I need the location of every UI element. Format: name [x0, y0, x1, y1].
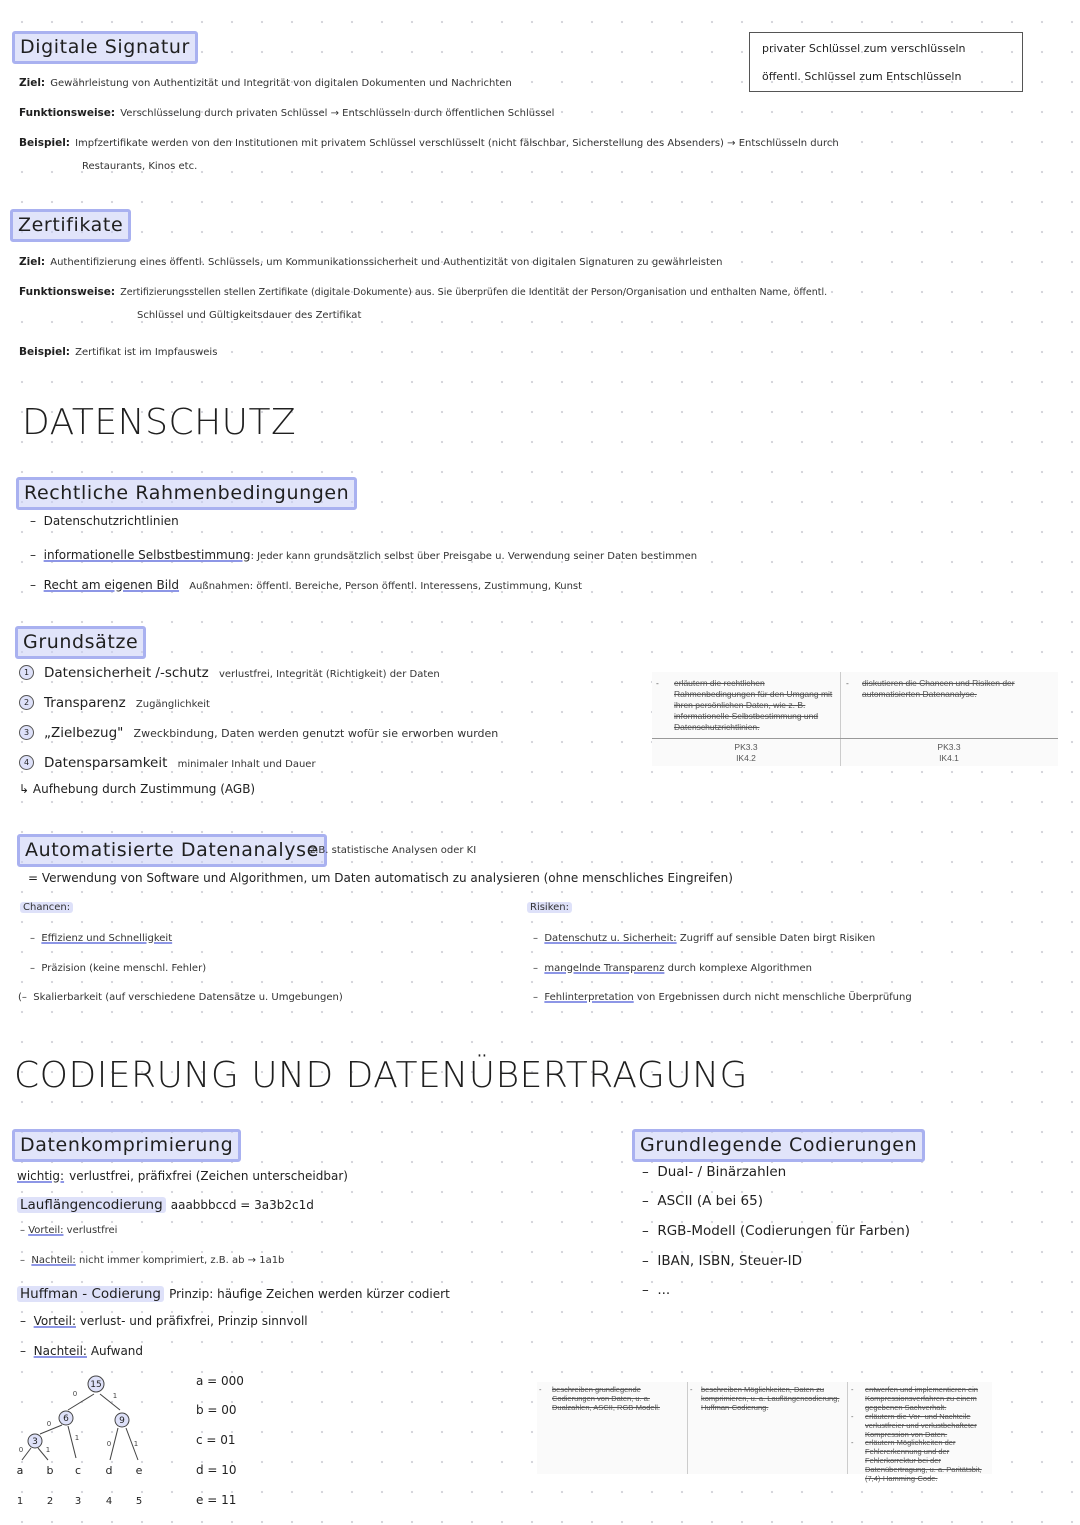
bullet: - — [851, 1385, 854, 1394]
risk-text: durch komplexe Algorithmen — [667, 963, 812, 974]
rle-line — [17, 1194, 314, 1213]
tree-edge-label: 0 — [72, 1390, 78, 1398]
bullet: - — [846, 678, 849, 688]
principle-item — [19, 722, 498, 741]
competency-table-2 — [537, 1382, 992, 1483]
huffman-text: Prinzip: häufige Zeichen werden kürzer codiert — [169, 1287, 450, 1301]
analysis-title: Automatisierte Datenanalyse — [17, 834, 327, 867]
principle-head: „Zielbezug" — [44, 725, 124, 741]
principle-head: Transparenz — [44, 695, 126, 711]
function-text: Verschlüsselung durch privaten Schlüssel → Entschlüsseln durch öffentlichen Schlüssel — [120, 108, 555, 119]
bullet: - — [690, 1385, 693, 1394]
tree-edge — [68, 1426, 76, 1458]
digital-signature-title: Digitale Signatur — [12, 31, 198, 64]
certificates-title: Zertifikate — [10, 209, 131, 242]
basic-item-text: Dual- / Binärzahlen — [657, 1164, 787, 1180]
compression-title: Datenkomprimierung — [12, 1129, 241, 1162]
legal-title: Rechtliche Rahmenbedingungen — [16, 477, 357, 510]
analysis-definition: = Verwendung von Software und Algorithmen, um Daten automatisch zu analysieren (ohne menschliches Eingreifen) — [28, 871, 733, 885]
code-line: e = 11 — [196, 1493, 237, 1507]
table2-cell2: beschreiben Möglichkeiten, Daten zu komprimieren, u. a. Lauflängencodierung, Huffman-Codierung. — [701, 1385, 840, 1412]
example-text-2: Restaurants, Kinos etc. — [82, 161, 198, 172]
principle-text: minimaler Inhalt und Dauer — [177, 759, 316, 770]
function-label: Funktionsweise: — [19, 286, 116, 298]
certificates-function-text-2: Schlüssel und Gültigkeitsdauer des Zertifikat — [137, 310, 362, 321]
table-divider — [687, 1382, 688, 1474]
risk-head: Fehlinterpretation — [544, 992, 634, 1003]
tree-n3-label: 3 — [32, 1437, 38, 1447]
tree-freq-label: 2 — [46, 1496, 54, 1507]
goal-label: Ziel: — [19, 77, 46, 89]
basic-item: – RGB-Modell (Codierungen für Farben) — [642, 1223, 911, 1239]
basic-item-text: RGB-Modell (Codierungen für Farben) — [657, 1223, 911, 1239]
certificates-function — [19, 280, 827, 299]
table2-cell3a: entwerfen und implementieren ein Kompressionsverfahren zu einem gegebenen Sachverhalt. — [865, 1385, 978, 1412]
arrow-icon: ↳ — [19, 782, 33, 796]
digital-signature-function — [19, 101, 554, 120]
tree-leaf-label: a — [16, 1464, 24, 1477]
example-label: Beispiel: — [19, 137, 71, 149]
huffman-pro: – Vorteil: verlust- und präfixfrei, Prinzip sinnvoll — [20, 1314, 308, 1328]
rle-head: Lauflängencodierung — [17, 1197, 166, 1213]
legal-item-2-head: informationelle Selbstbestimmung — [43, 548, 251, 562]
risks-label: Risiken: — [527, 902, 572, 913]
example-label: Beispiel: — [19, 346, 71, 358]
datenschutz-heading: DATENSCHUTZ — [22, 402, 297, 443]
tree-leaf-label: e — [135, 1464, 143, 1477]
risk-text: Zugriff auf sensible Daten birgt Risiken — [679, 933, 876, 944]
principle-head: Datensicherheit /-schutz — [44, 665, 209, 681]
huffman-pro-text: verlust- und präfixfrei, Prinzip sinnvoll — [79, 1314, 308, 1328]
digital-signature-goal — [19, 71, 512, 90]
table2-cell3b: erläutern die Vor- und Nachteile verlustfreier und verlustbehafteter Kompression von Daten. — [865, 1412, 977, 1439]
chance-text: Effizienz und Schnelligkeit — [41, 933, 173, 944]
coding-heading: CODIERUNG UND DATENÜBERTRAGUNG — [14, 1055, 748, 1096]
basic-item-text: IBAN, ISBN, Steuer-ID — [657, 1253, 802, 1269]
rle-pro-text: verlustfrei — [66, 1225, 118, 1236]
principle-text: Zugänglichkeit — [135, 699, 210, 710]
tree-leaf-label: b — [46, 1464, 54, 1477]
tree-edge-label: 1 — [112, 1392, 118, 1400]
function-label: Funktionsweise: — [19, 107, 116, 119]
tree-edge-label: 1 — [45, 1446, 51, 1454]
competency-table-1 — [652, 672, 1058, 766]
bullet: - — [539, 1385, 542, 1394]
principle-item — [19, 692, 210, 711]
table1-code1a: PK3.3 — [734, 742, 758, 752]
tree-freq-label: 3 — [74, 1496, 82, 1507]
tree-freq-label: 5 — [135, 1496, 143, 1507]
bullet: - — [851, 1438, 854, 1447]
basic-item: – ASCII (A bei 65) — [642, 1193, 763, 1209]
goal-text: Authentifizierung eines öffentl. Schlüssels, um Kommunikationssicherheit und Authentizität von digitalen Signaturen zu gewährleisten — [50, 257, 723, 268]
important-text: verlustfrei, präfixfrei (Zeichen unterscheidbar) — [69, 1169, 348, 1183]
huffman-tree-diagram — [8, 1368, 168, 1518]
code-line: b = 00 — [196, 1403, 237, 1417]
tree-freq-label: 1 — [16, 1496, 24, 1507]
number-badge: 4 — [19, 755, 34, 770]
legal-item-3-head: Recht am eigenen Bild — [43, 578, 180, 592]
principles-note — [19, 782, 255, 796]
table2-cell1: beschreiben grundlegende Codierungen von Daten, u. a. Dualzahlen, ASCII, RGB-Modell. — [552, 1385, 660, 1412]
huffman-pro-label: Vorteil: — [33, 1314, 76, 1328]
principles-note-text: Aufhebung durch Zustimmung (AGB) — [32, 782, 256, 796]
principle-text: Zweckbindung, Daten werden genutzt wofür sie erworben wurden — [133, 727, 499, 740]
key-box-line2: öffentl. Schlüssel zum Entschlüsseln — [762, 70, 962, 83]
huffman-con-label: Nachteil: — [33, 1344, 87, 1358]
tree-n9-label: 9 — [119, 1416, 125, 1426]
chance-text: Skalierbarkeit (auf verschiedene Datensätze u. Umgebungen) — [33, 992, 343, 1003]
risk-head: mangelnde Transparenz — [544, 963, 665, 974]
rle-con-text: nicht immer komprimiert, z.B. ab → 1a1b — [79, 1255, 285, 1266]
tree-edge-label: 0 — [18, 1446, 24, 1454]
table1-code2a: PK3.3 — [937, 742, 961, 752]
rle-con-label: Nachteil: — [31, 1255, 76, 1266]
risk-text: von Ergebnissen durch nicht menschliche Überprüfung — [636, 992, 912, 1003]
rle-text: aaabbbccd = 3a3b2c1d — [170, 1198, 314, 1212]
digital-signature-example — [19, 131, 839, 150]
legal-item-1: – Datenschutzrichtlinien — [30, 514, 179, 528]
table1-code2b: IK4.1 — [939, 753, 959, 763]
number-badge: 1 — [19, 665, 34, 680]
principle-text: verlustfrei, Integrität (Richtigkeit) der Daten — [218, 669, 440, 680]
compression-important — [17, 1165, 348, 1184]
table1-cell1: erläutern die rechtlichen Rahmenbedingungen für den Umgang mit ihren persönlichen Daten, wie z. B. informationelle Selbstbestimmung und Datenschutzrichtlinien. — [674, 678, 833, 732]
goal-label: Ziel: — [19, 256, 46, 268]
table2-cell3c: erläutern Möglichkeiten der Fehlererkennung und der Fehlerkorrektur bei der Datenübertragung, u. a. Paritätsbit, (7,4)-Hamming-Code. — [865, 1438, 982, 1483]
rle-pro-label: Vorteil: — [28, 1225, 64, 1236]
principles-title: Grundsätze — [15, 626, 146, 659]
chances-label: Chancen: — [20, 902, 73, 913]
tree-n6-label: 6 — [63, 1414, 69, 1424]
tree-edge-label: 0 — [106, 1440, 112, 1448]
chance-item: – Effizienz und Schnelligkeit — [30, 933, 173, 944]
example-text: Zertifikat ist im Impfausweis — [75, 347, 218, 358]
tree-leaf-label: c — [74, 1464, 82, 1477]
table1-cell2: diskutieren die Chancen und Risiken der automatisierten Datenanalyse. — [862, 678, 1015, 699]
code-line: c = 01 — [196, 1433, 236, 1447]
important-label: wichtig: — [17, 1169, 65, 1183]
rle-pro: – Vorteil: verlustfrei — [20, 1225, 118, 1236]
tree-edge-label: 1 — [74, 1434, 80, 1442]
table1-code1b: IK4.2 — [736, 753, 756, 763]
key-box-line1: privater Schlüssel zum verschlüsseln — [762, 42, 966, 55]
legal-item-3-text: Außnahmen: öffentl. Bereiche, Person öffentl. Interessens, Zustimmung, Kunst — [189, 581, 583, 592]
tree-edge-label: 0 — [46, 1420, 52, 1428]
analysis-side-note: z.B. statistische Analysen oder KI — [310, 845, 477, 856]
bullet: - — [851, 1412, 854, 1421]
goal-text: Gewährleistung von Authentizität und Integrität von digitalen Dokumenten und Nachrichten — [50, 78, 512, 89]
huffman-line — [17, 1283, 450, 1302]
legal-item-3: – Recht am eigenen Bild Außnahmen: öffentl. Bereiche, Person öffentl. Interessens, Zustimmung, Kunst — [30, 578, 583, 592]
basic-item-text: ... — [657, 1282, 671, 1298]
risk-head: Datenschutz u. Sicherheit: — [544, 933, 677, 944]
function-text: Zertifizierungsstellen stellen Zertifikate (digitale Dokumente) aus. Sie überprüfen die Identität der Person/Organisation und enthalten Name, öffentl. — [120, 287, 828, 298]
rle-con: – Nachteil: nicht immer komprimiert, z.B. ab → 1a1b — [20, 1255, 285, 1266]
basic-item: – Dual- / Binärzahlen — [642, 1164, 787, 1180]
certificates-goal — [19, 250, 722, 269]
principle-head: Datensparsamkeit — [44, 755, 168, 771]
risk-item: – Datenschutz u. Sicherheit: Zugriff auf sensible Daten birgt Risiken — [533, 933, 876, 944]
principle-item — [19, 662, 440, 681]
chance-item: (– Skalierbarkeit (auf verschiedene Datensätze u. Umgebungen) — [18, 992, 343, 1003]
bullet: - — [656, 678, 659, 688]
basic-item: – ... — [642, 1282, 671, 1298]
number-badge: 2 — [19, 695, 34, 710]
code-line: d = 10 — [196, 1463, 237, 1477]
table-divider — [652, 738, 1058, 739]
huffman-con-text: Aufwand — [90, 1344, 144, 1358]
chance-item: – Präzision (keine menschl. Fehler) — [30, 963, 207, 974]
risk-item: – mangelnde Transparenz durch komplexe Algorithmen — [533, 963, 812, 974]
table-divider — [847, 1382, 848, 1474]
certificates-example — [19, 340, 217, 359]
tree-leaf-label: d — [105, 1464, 113, 1477]
risk-item: – Fehlinterpretation von Ergebnissen durch nicht menschliche Überprüfung — [533, 992, 912, 1003]
tree-edge — [22, 1448, 31, 1460]
tree-edge-label: 1 — [133, 1440, 139, 1448]
legal-item-2: – informationelle Selbstbestimmung: Jeder kann grundsätzlich selbst über Preisgabe u. Verwendung seiner Daten bestimmen — [30, 548, 698, 562]
principle-item — [19, 752, 316, 771]
key-box — [749, 32, 1023, 92]
code-line: a = 000 — [196, 1374, 244, 1388]
example-text: Impfzertifikate werden von den Institutionen mit privatem Schlüssel verschlüsselt (nicht fälschbar, Sicherstellung des Absenders) → Entschlüsseln durch — [75, 138, 839, 149]
legal-item-1-text: Datenschutzrichtlinien — [43, 514, 179, 528]
basic-coding-title: Grundlegende Codierungen — [632, 1129, 925, 1162]
huffman-head: Huffman - Codierung — [17, 1286, 164, 1302]
tree-freq-label: 4 — [105, 1496, 113, 1507]
legal-item-2-text: : Jeder kann grundsätzlich selbst über Preisgabe u. Verwendung seiner Daten bestimmen — [250, 551, 698, 562]
huffman-con: – Nachteil: Aufwand — [20, 1344, 144, 1358]
basic-item: – IBAN, ISBN, Steuer-ID — [642, 1253, 802, 1269]
chance-text: Präzision (keine menschl. Fehler) — [41, 963, 207, 974]
tree-root-label: 15 — [90, 1380, 102, 1390]
number-badge: 3 — [19, 725, 34, 740]
basic-item-text: ASCII (A bei 65) — [657, 1193, 763, 1209]
